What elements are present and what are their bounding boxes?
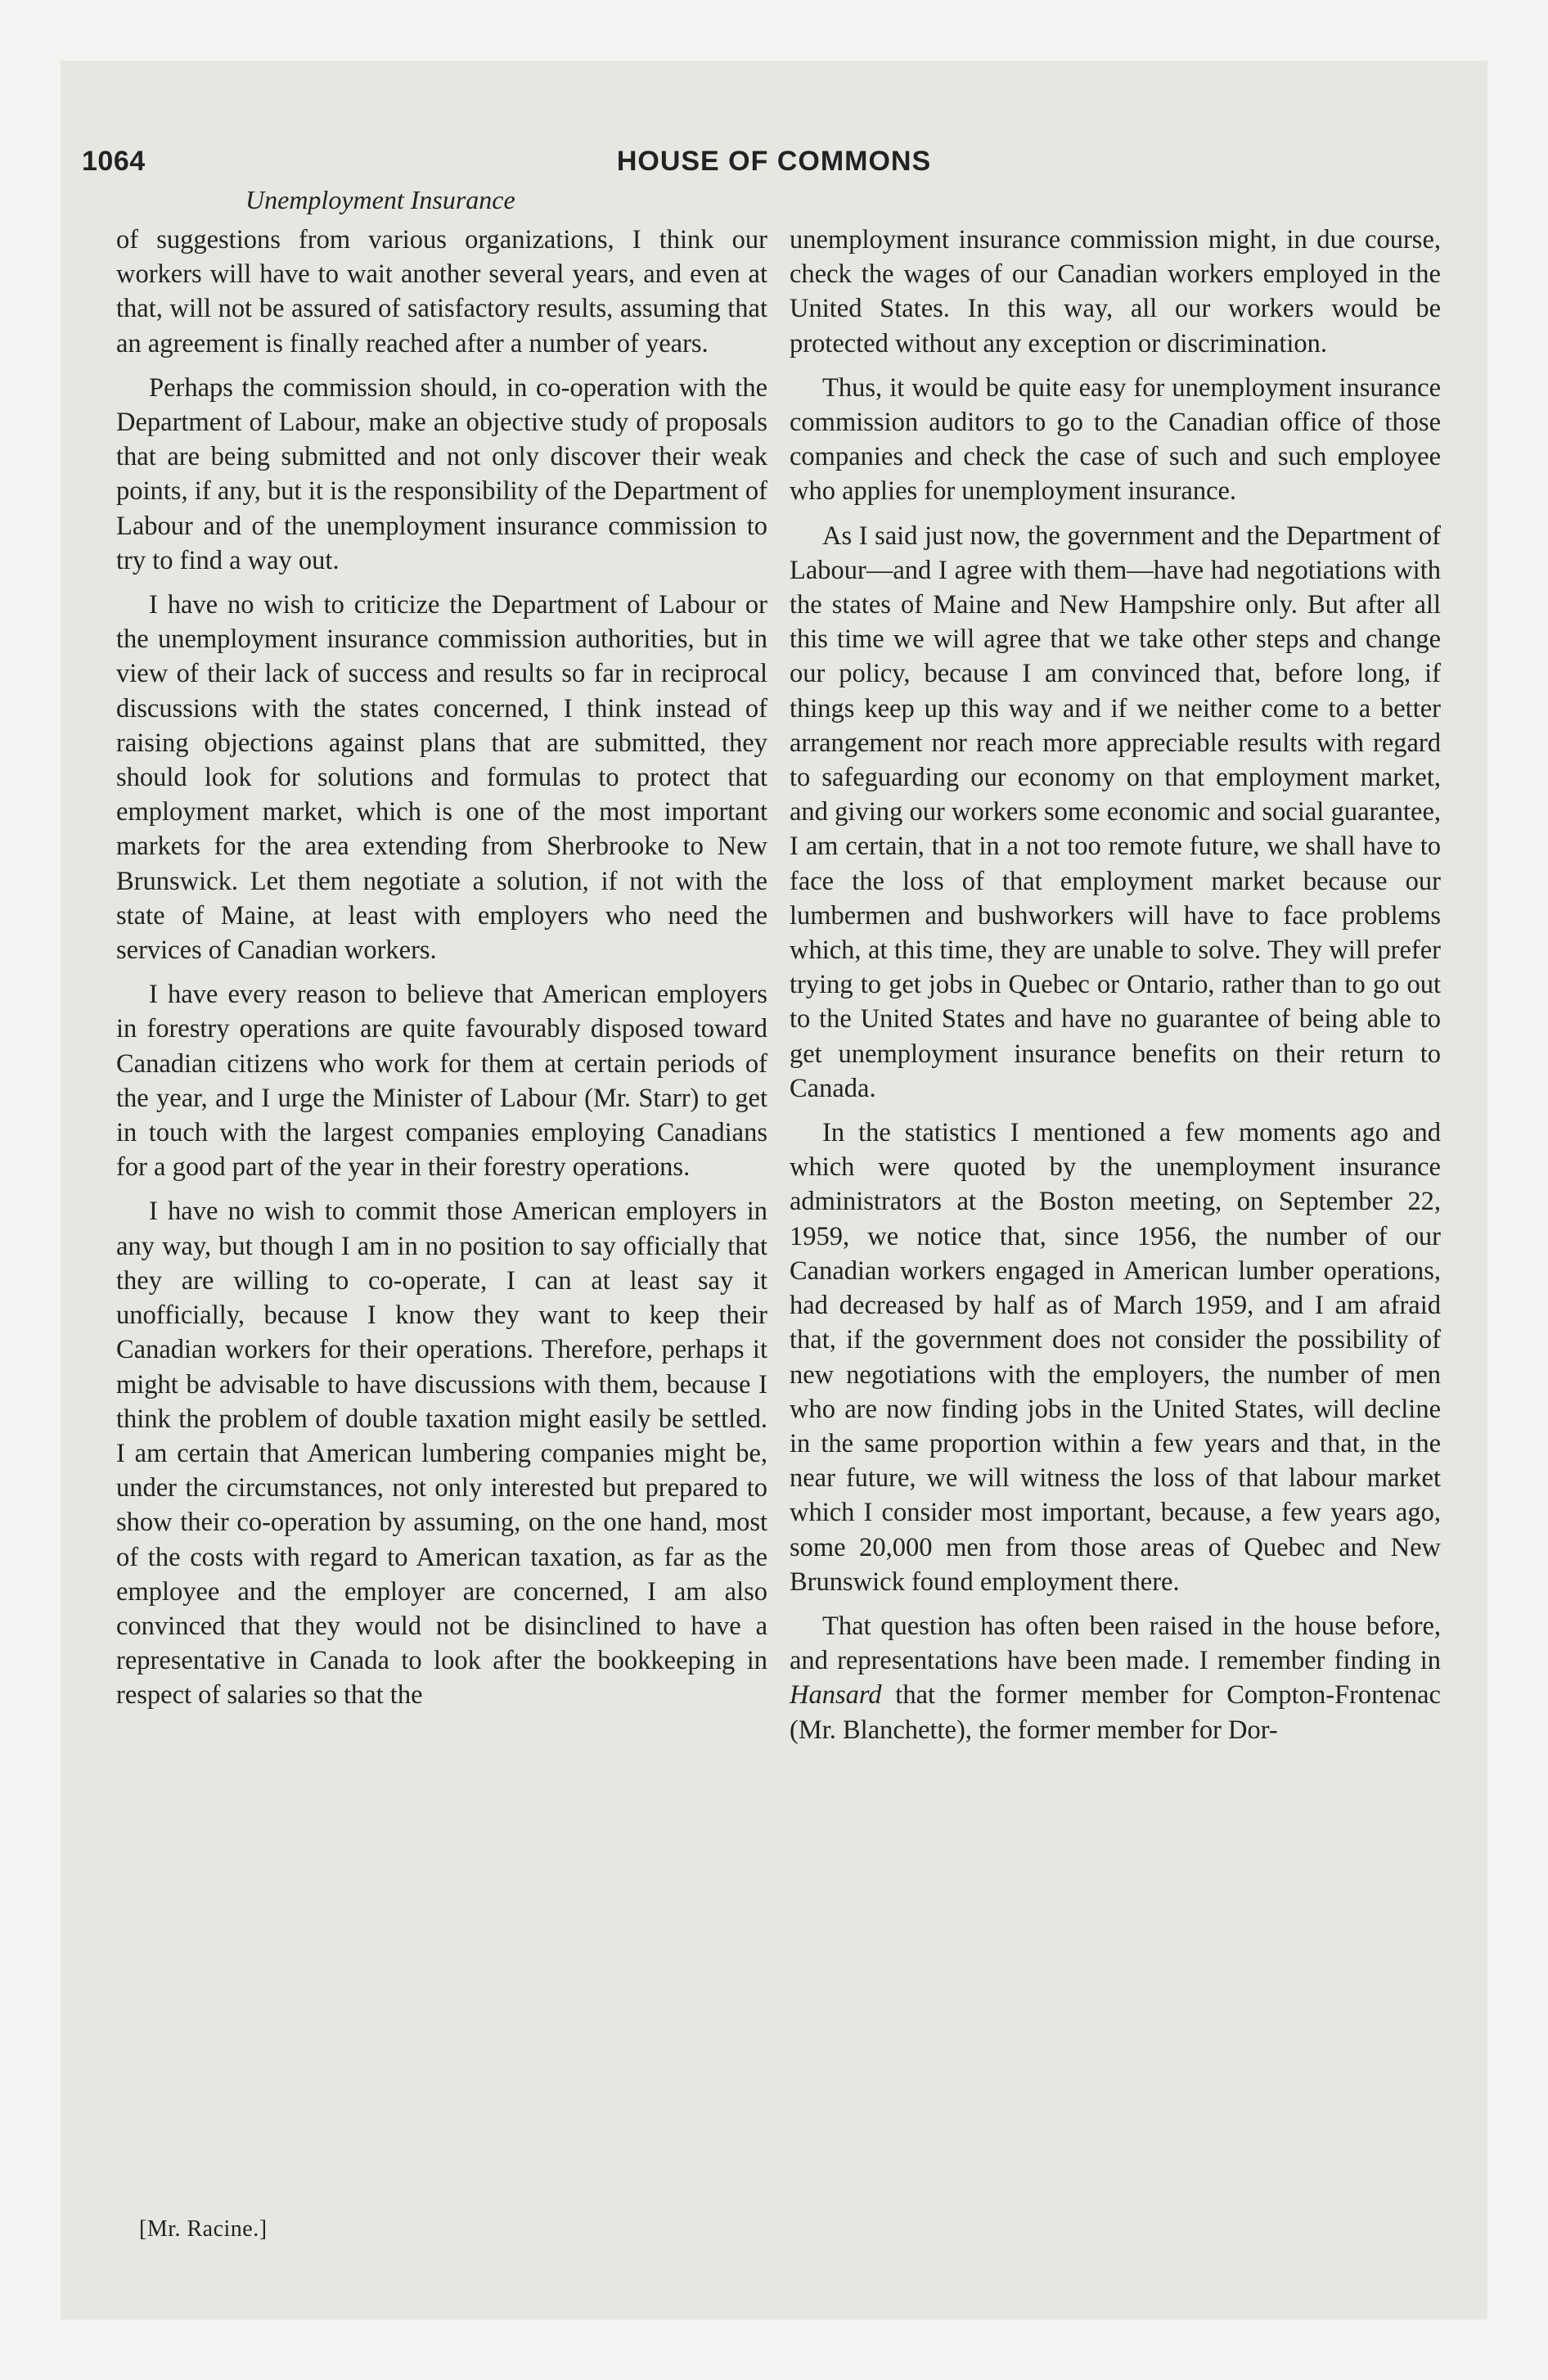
- page-number: 1064: [82, 146, 146, 177]
- left-column: [116, 223, 767, 1723]
- paragraph: Perhaps the commission should, in co-operation with the Department of Labour, make an objective study of proposals that are being submitted and not only discover their weak points, if any, but it is the responsibility of the Department of Labour and of the unemployment insurance commission to try to find a way out.: [116, 372, 767, 575]
- paragraph: Thus, it would be quite easy for unemployment insurance commission auditors to go to the Canadian office of those companies and check the case of such and such employee who applies for unemployment insurance.: [790, 372, 1441, 507]
- speaker-footer: [Mr. Racine.]: [139, 2216, 268, 2242]
- paragraph-last: [790, 1609, 1441, 1747]
- paragraph: I have no wish to criticize the Department of Labour or the unemployment insurance commission authorities, but in view of their lack of success and results so far in reciprocal discussions with the states concerned, I think instead of raising objections against plans that are submitted, they should look for solutions and formulas to protect that employment market, which is one of the most important markets for the area extending from Sherbrooke to New Brunswick. Let them negotiate a solution, if not with the state of Maine, at least with employers who need the services of Canadian workers.: [116, 590, 767, 966]
- paragraph-text: that the former member for Compton-Frontenac (Mr. Blanchette), the former member for Dor-: [790, 1680, 1441, 1745]
- paragraph: I have no wish to commit those American employers in any way, but though I am in no position to say officially that they are willing to co-operate, I can at least say it unofficially, because I know they want to keep their Canadian workers for their operations. Therefore, perhaps it might be advisable to have discussions with them, because I think the problem of double taxation might easily be settled. I am certain that American lumbering companies might be, under the circumstances, not only interested but prepared to show their co-operation by assuming, on the one hand, most of the costs with regard to American taxation, as far as the employee and the employer are concerned, I am also convinced that they would not be disinclined to have a representative in Canada to look after the bookkeeping in respect of salaries so that the: [116, 1197, 767, 1711]
- paragraph: In the statistics I mentioned a few moments ago and which were quoted by the unemployment insurance administrators at the Boston meeting, on September 22, 1959, we notice that, since 1956, the number of our Canadian workers engaged in American lumber operations, had decreased by half as of March 1959, and I am afraid that, if the government does not consider the possibility of new negotiations with the employers, the number of men who are now finding jobs in the United States, will decline in the same proportion within a few years and that, in the near future, we will witness the loss of that labour market which I consider most important, because, a few years ago, some 20,000 men from those areas of Quebec and New Brunswick found employment there.: [790, 1118, 1441, 1597]
- subject-heading: Unemployment Insurance: [245, 185, 515, 214]
- paragraph: As I said just now, the government and the Department of Labour—and I agree with them—have had negotiations with the states of Maine and New Hampshire only. But after all this time we will agree that we take other steps and change our policy, because I am convinced that, before long, if things keep up this way and if we neither come to a better arrangement nor reach more appreciable results with regard to safeguarding our economy on that employment market, and giving our workers some economic and social guarantee, I am certain, that in a not too remote future, we shall have to face the loss of that employment market because our lumbermen and bushworkers will have to face problems which, at this time, they are unable to solve. They will prefer trying to get jobs in Quebec or Ontario, rather than to go out to the United States and have no guarantee of being able to get unemployment insurance benefits on their return to Canada.: [790, 521, 1441, 1103]
- hansard-italic: Hansard: [790, 1680, 882, 1711]
- paragraph: I have every reason to believe that American employers in forestry operations are quite favourably disposed toward Canadian citizens who work for them at certain periods of the year, and I urge the Minister of Labour (Mr. Starr) to get in touch with the largest companies employing Canadians for a good part of the year in their forestry operations.: [116, 980, 767, 1183]
- paragraph-text: That question has often been raised in the house before, and representations have been made. I remember finding in: [790, 1611, 1441, 1676]
- right-column: [790, 223, 1441, 1757]
- page-title: HOUSE OF COMMONS: [616, 146, 932, 177]
- paragraph: unemployment insurance commission might, in due course, check the wages of our Canadian workers employed in the United States. In this way, all our workers would be protected without any exception or discrimination.: [790, 225, 1441, 358]
- paragraph: of suggestions from various organizations, I think our workers will have to wait another several years, and even at that, will not be assured of satisfactory results, assuming that an agreement is finally reached after a number of years.: [116, 225, 767, 358]
